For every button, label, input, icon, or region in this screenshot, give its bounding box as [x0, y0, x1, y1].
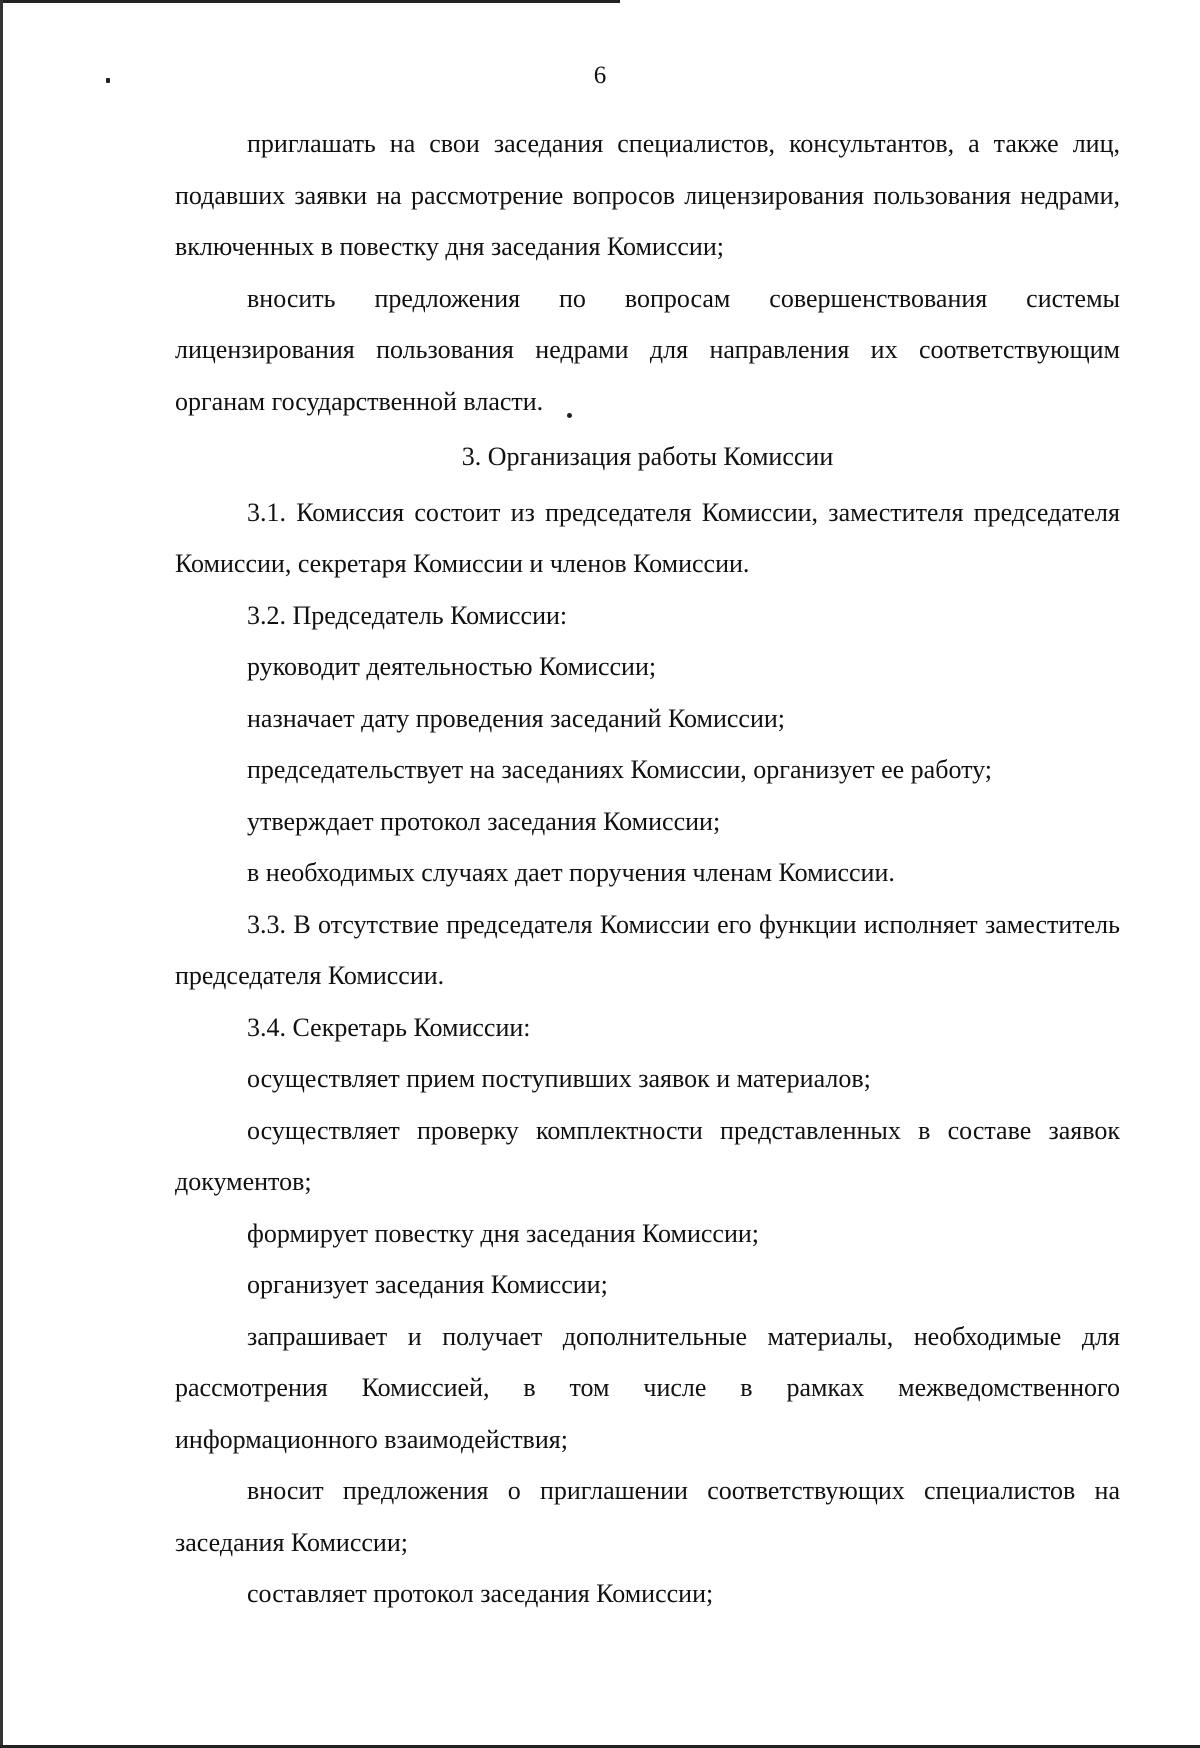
scan-border-left [0, 0, 3, 1748]
paragraph: 3.3. В отсутствие председателя Комиссии его функции исполняет заместитель председателя Комиссии. [175, 909, 1120, 990]
paragraph: 3.2. Председатель Комиссии: [247, 600, 568, 630]
paragraph: 3.4. Секретарь Комиссии: [247, 1012, 531, 1042]
list-item: в необходимых случаях дает поручения членам Комиссии. [247, 858, 895, 887]
list-item: руководит деятельностью Комиссии; [247, 652, 657, 681]
list-item: формирует повестку дня заседания Комиссии; [247, 1218, 760, 1248]
list-item: организует заседания Комиссии; [247, 1270, 608, 1299]
list-item: составляет протокол заседания Комиссии; [247, 1579, 714, 1608]
list-item: председательствует на заседаниях Комиссии, организует ее работу; [247, 755, 992, 784]
list-item: утверждает протокол заседания Комиссии; [247, 806, 721, 836]
section-heading: 3. Организация работы Комиссии [461, 442, 834, 471]
list-item: назначает дату проведения заседаний Комиссии; [247, 703, 785, 733]
scan-border-top [0, 0, 620, 3]
paragraph: приглашать на свои заседания специалистов, консультантов, а также лиц, подавших заявки на рассмотрение вопросов лицензирования пользования недрами, включенных в повестку дня заседания Комиссии; [175, 129, 1120, 261]
page-number: 6 [593, 62, 607, 89]
list-item: запрашивает и получает дополнительные материалы, необходимые для рассмотрения Комиссией, в том числе в рамках межведомственного информационного взаимодействия; [175, 1321, 1120, 1454]
list-item: осуществляет проверку комплектности представленных в составе заявок документов; [175, 1115, 1120, 1196]
list-item: вносит предложения о приглашении соответствующих специалистов на заседания Комиссии; [175, 1476, 1120, 1557]
paragraph: 3.1. Комиссия состоит из председателя Комиссии, заместителя председателя Комиссии, секретаря Комиссии и членов Комиссии. [175, 497, 1120, 578]
list-item: осуществляет прием поступивших заявок и материалов; [247, 1064, 871, 1093]
document-body [175, 118, 1120, 1620]
paragraph: вносить предложения по вопросам совершенствования системы лицензирования пользования недрами для направления их соответствующим органам государственной власти. [175, 283, 1120, 416]
